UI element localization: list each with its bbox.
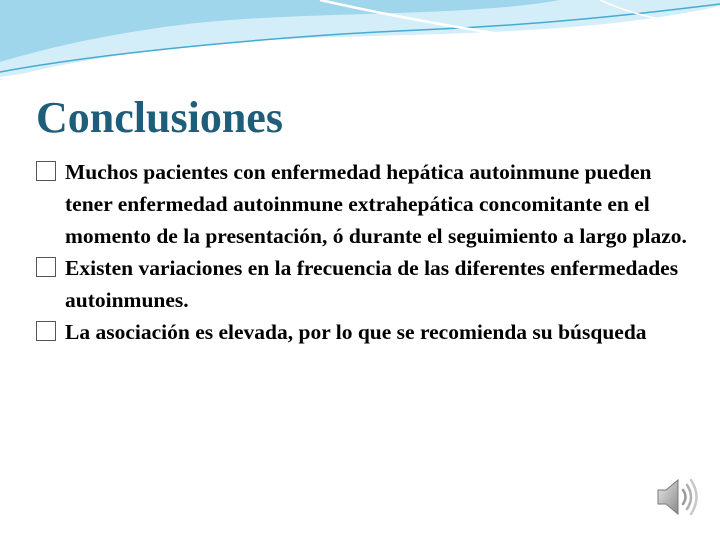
empty-square-icon [36,321,56,341]
header-swoosh-decoration [0,0,720,90]
empty-square-icon [36,161,56,181]
bullet-item [36,316,696,348]
bullet-item [36,252,696,316]
bullet-list [36,156,696,348]
bullet-text: Existen variaciones en la frecuencia de las diferentes enfermedades autoinmunes. [65,256,679,312]
bullet-item [36,156,696,252]
empty-square-icon [36,257,56,277]
bullet-text: Muchos pacientes con enfermedad hepática autoinmune pueden tener enfermedad autoinmune extrahepática concomitante en el momento de la presentación, ó durante el seguimiento a largo plazo. [65,160,687,248]
slide-title: Conclusiones [36,93,283,142]
speaker-icon[interactable] [650,472,700,522]
bullet-text: La asociación es elevada, por lo que se recomienda su búsqueda [65,320,647,344]
